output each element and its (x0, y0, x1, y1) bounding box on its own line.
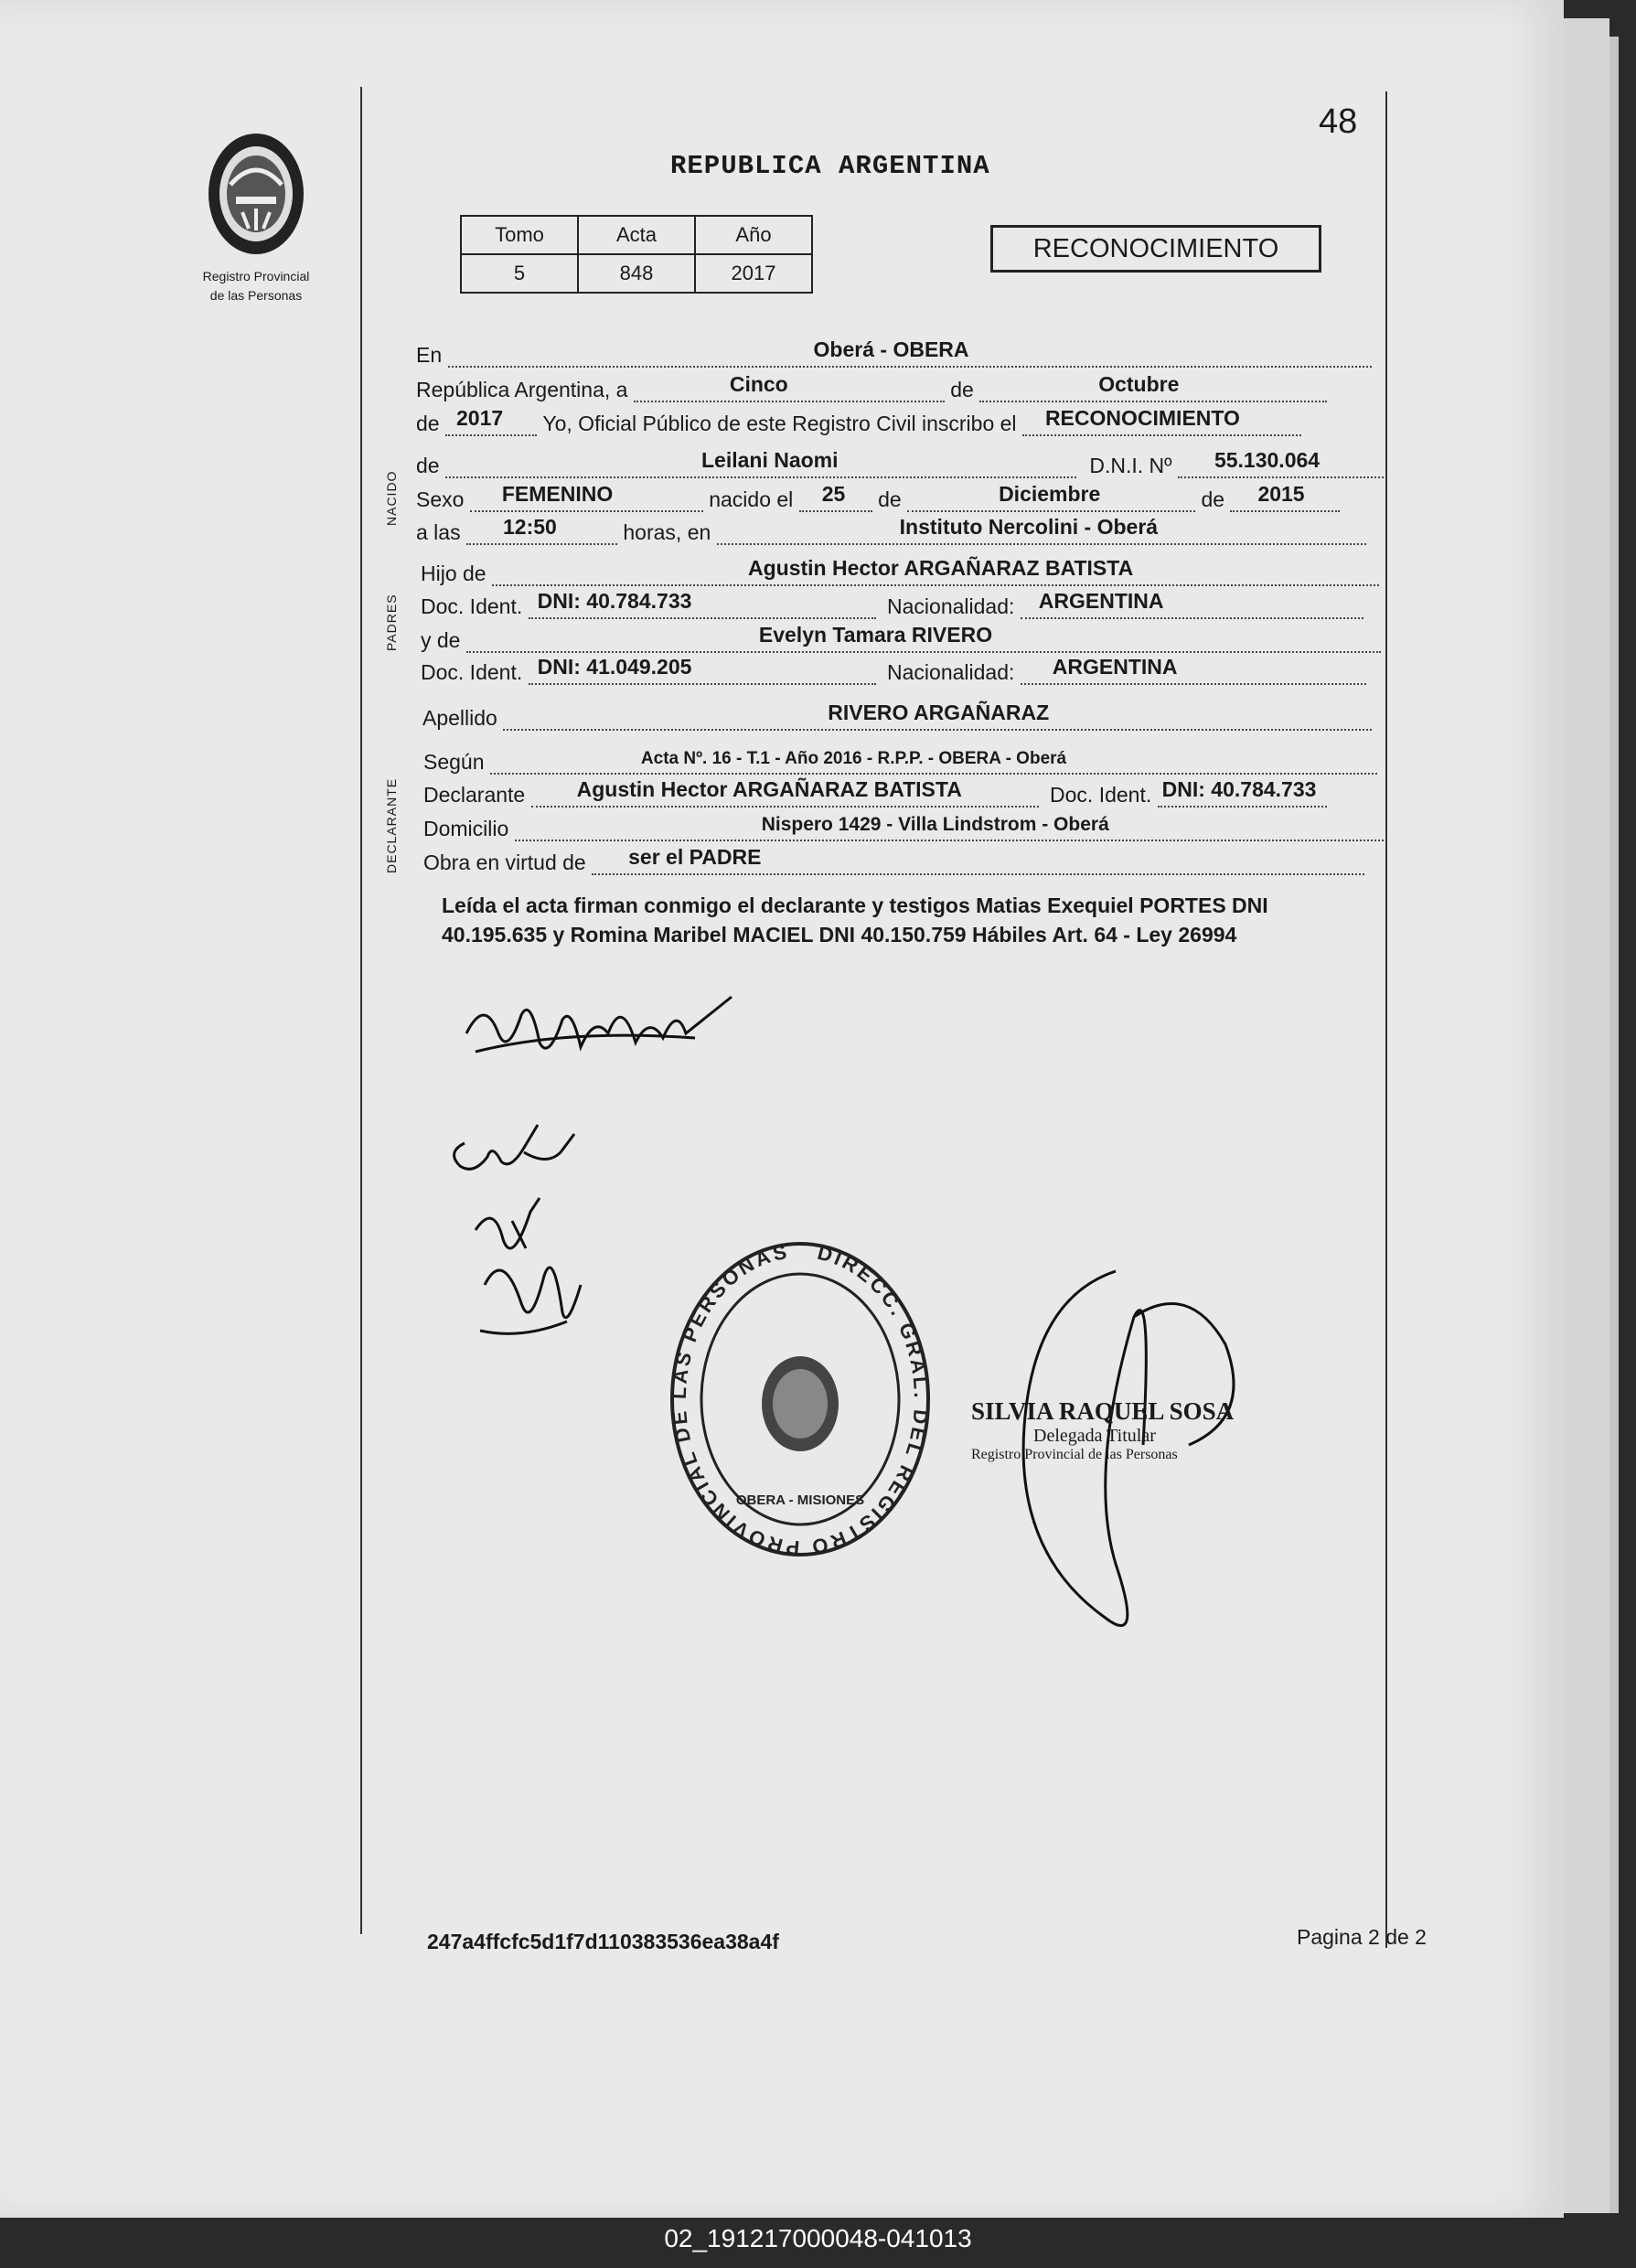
label-dni: D.N.I. Nº (1089, 454, 1172, 477)
seal-inner-text: OBERA - MISIONES (735, 1492, 865, 1508)
label-domicilio: Domicilio (423, 817, 509, 840)
row-apellido (422, 701, 1372, 733)
label-de2: de (416, 412, 440, 435)
label-hijo: Hijo de (421, 562, 487, 585)
row-padre-doc (421, 589, 1363, 622)
value-padre-doc: DNI: 40.784.733 (537, 589, 692, 613)
label-yo: Yo, Oficial Público de este Registro Civil inscribo el (542, 412, 1017, 435)
label-doc-madre: Doc. Ident. (421, 660, 523, 684)
file-id: 02_191217000048-041013 (664, 2224, 972, 2252)
value-madre-doc: DNI: 41.049.205 (537, 655, 692, 679)
value-dni: 55.130.064 (1214, 448, 1321, 472)
witness-signature-1 (437, 1116, 620, 1189)
label-apellido: Apellido (422, 706, 497, 730)
row-segun (423, 750, 1377, 777)
witness-signature-2 (457, 1193, 594, 1349)
label-horas: horas, en (623, 520, 711, 544)
right-margin-line (1385, 91, 1387, 1948)
value-obra: ser el PADRE (628, 845, 762, 869)
closing-text: Leída el acta firman conmigo el declarante y testigos Matias Exequiel PORTES DNI 40.195.635 y Romina Maribel MACIEL DNI 40.150.759 Hábiles Art. 64 - Ley 26994 (442, 893, 1268, 947)
value-apellido: RIVERO ARGAÑARAZ (828, 701, 1050, 724)
row-padre (421, 556, 1379, 589)
ref-header-anio: Año (695, 216, 812, 254)
value-nac-dia: 25 (821, 482, 846, 506)
provincial-shield-icon (201, 128, 311, 265)
left-margin-line (360, 87, 362, 1934)
label-sexo: Sexo (416, 487, 465, 511)
label-de4: de (878, 487, 902, 511)
value-inscribo: RECONOCIMIENTO (1044, 406, 1240, 430)
value-segun: Acta Nº. 16 - T.1 - Año 2016 - R.P.P. - OBERA - Oberá (640, 749, 1067, 768)
value-lugar: Instituto Nercolini - Oberá (899, 515, 1159, 539)
page-title: REPUBLICA ARGENTINA (670, 151, 990, 181)
value-sexo: FEMENINO (501, 482, 614, 506)
logo-caption-line1: Registro Provincial (202, 269, 310, 284)
value-en: Oberá - OBERA (813, 337, 969, 361)
official-seal (663, 1230, 937, 1559)
value-madre-nac: ARGENTINA (1052, 655, 1178, 679)
seal-ring-text: DIRECC. GRAL. DEL REGISTRO PROVINCIAL DE LAS PERSONAS (667, 1239, 933, 1559)
value-declarante: Agustin Hector ARGAÑARAZ BATISTA (576, 777, 962, 801)
label-de5: de (1201, 487, 1225, 511)
registry-logo (192, 128, 320, 304)
value-declarante-doc: DNI: 40.784.733 (1161, 777, 1317, 801)
ref-value-tomo: 5 (461, 254, 578, 293)
declarant-signature (457, 979, 750, 1079)
label-declarante-doc: Doc. Ident. (1050, 783, 1152, 807)
row-madre-doc (421, 655, 1366, 688)
logo-caption-line2: de las Personas (209, 288, 303, 303)
ref-header-acta: Acta (578, 216, 695, 254)
label-declarante: Declarante (423, 783, 526, 807)
ref-header-tomo: Tomo (461, 216, 578, 254)
label-yde: y de (421, 628, 461, 652)
row-sexo (416, 482, 1340, 515)
value-nac-mes: Diciembre (999, 482, 1101, 506)
official-office: Registro Provincial de las Personas (971, 1447, 1178, 1462)
value-hora: 12:50 (502, 515, 557, 539)
value-dia: Cinco (729, 372, 788, 396)
row-hora (416, 515, 1366, 548)
side-label-padres: PADRES (384, 594, 399, 651)
value-padre: Agustin Hector ARGAÑARAZ BATISTA (748, 556, 1134, 580)
label-nac-madre: Nacionalidad: (887, 660, 1015, 684)
row-domicilio (423, 814, 1384, 844)
value-nombre: Leilani Naomi (700, 448, 839, 472)
document-hash: 247a4ffcfc5d1f7d110383536ea38a4f (427, 1930, 779, 1953)
value-anio: 2017 (455, 406, 504, 430)
row-fecha (416, 372, 1327, 405)
value-mes: Octubre (1098, 372, 1180, 396)
label-segun: Según (423, 750, 485, 774)
row-obra (423, 845, 1364, 878)
page-number: 48 (1319, 102, 1358, 141)
pagination: Pagina 2 de 2 (1297, 1925, 1427, 1949)
label-en: En (416, 343, 443, 367)
label-doc-padre: Doc. Ident. (421, 594, 523, 618)
row-madre (421, 623, 1381, 656)
side-label-nacido: NACIDO (384, 470, 399, 526)
value-nac-anio: 2015 (1257, 482, 1305, 506)
label-republica: República Argentina, a (416, 378, 628, 401)
label-nacido: nacido el (709, 487, 794, 511)
label-de3: de (416, 454, 440, 477)
official-position: Delegada Titular (1033, 1426, 1156, 1446)
value-domicilio: Nispero 1429 - Villa Lindstrom - Oberá (761, 814, 1109, 835)
official-block (971, 1397, 1234, 1463)
row-nombre (416, 448, 1384, 481)
reference-table (460, 215, 813, 294)
row-en (416, 337, 1372, 370)
row-declarante (423, 777, 1327, 810)
row-anio (416, 406, 1301, 439)
label-nac-padre: Nacionalidad: (887, 594, 1015, 618)
value-padre-nac: ARGENTINA (1038, 589, 1164, 613)
value-madre: Evelyn Tamara RIVERO (758, 623, 993, 647)
official-name: SILVIA RAQUEL SOSA (971, 1397, 1235, 1425)
label-de: de (950, 378, 974, 401)
ref-value-acta: 848 (578, 254, 695, 293)
label-obra: Obra en virtud de (423, 850, 586, 874)
label-alas: a las (416, 520, 461, 544)
ref-value-anio: 2017 (695, 254, 812, 293)
side-label-declarante: DECLARANTE (384, 777, 399, 873)
act-type-box: RECONOCIMIENTO (990, 225, 1321, 273)
